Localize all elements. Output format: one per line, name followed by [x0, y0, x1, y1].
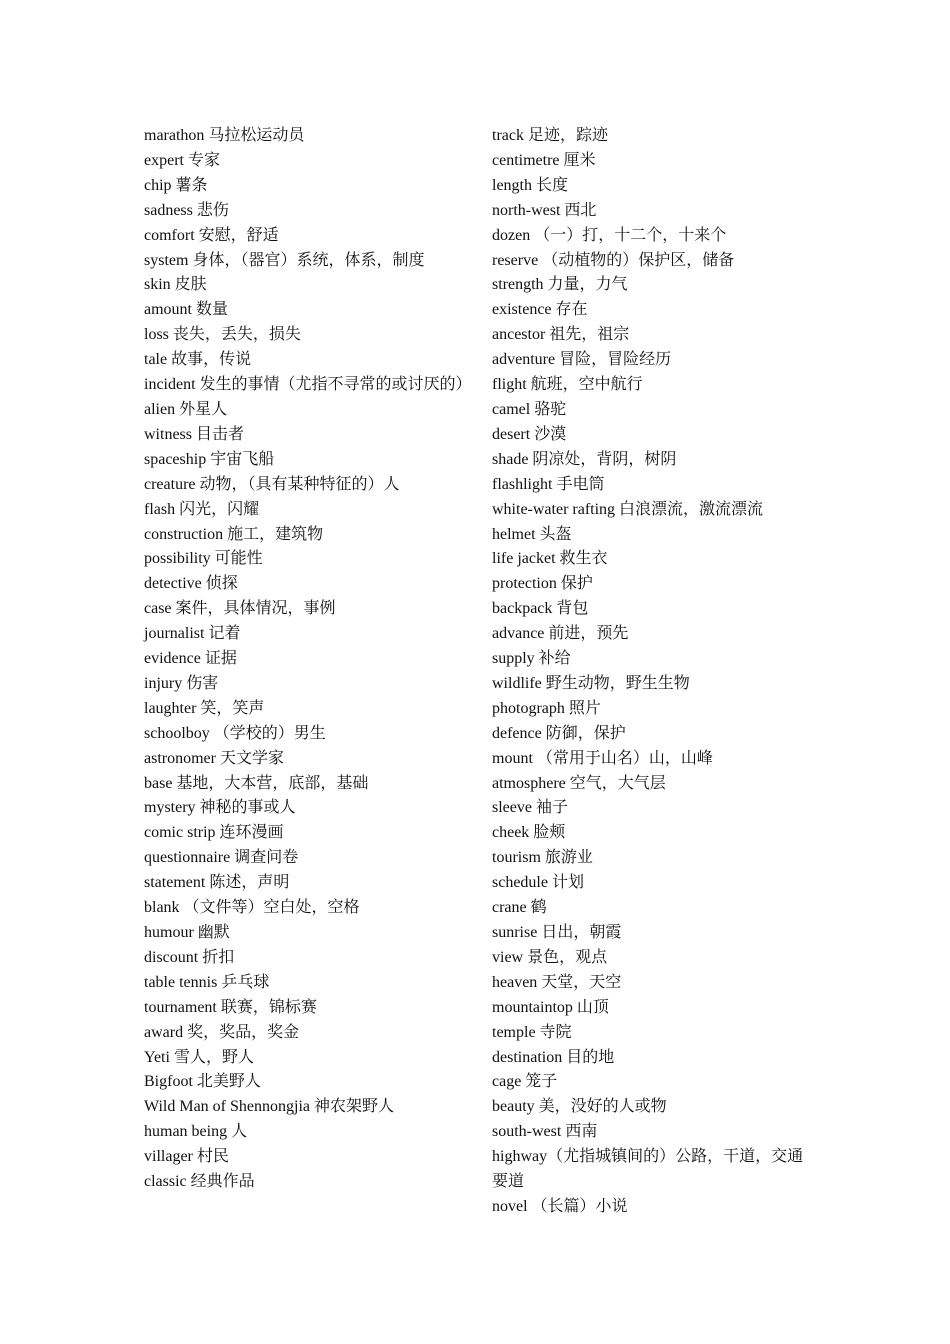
vocab-entry: questionnaire 调查问卷	[144, 849, 299, 867]
vocab-entry: Yeti 雪人，野人	[144, 1048, 254, 1066]
vocab-entry: laughter 笑，笑声	[144, 699, 265, 717]
vocab-entry: track 足迹，踪迹	[492, 127, 608, 144]
vocab-entry: crane 鹤	[492, 899, 547, 917]
vocab-entry: flash 闪光，闪耀	[144, 500, 260, 518]
vocab-entry: award 奖，奖品，奖金	[144, 1023, 300, 1041]
vocab-entry: sadness 悲伤	[144, 201, 229, 219]
vocab-entry: view 景色，观点	[492, 948, 608, 966]
vocab-entry: north-west 西北	[492, 201, 597, 219]
vocab-entry: system 身体，（器官）系统，体系，制度	[144, 251, 425, 269]
vocab-entry: life jacket 救生衣	[492, 550, 608, 568]
vocabulary-list-right	[492, 124, 814, 1220]
vocab-entry: amount 数量	[144, 301, 228, 319]
vocab-entry: dozen （一）打，十二个，十来个	[492, 226, 727, 244]
vocab-entry: existence 存在	[492, 301, 588, 319]
vocab-entry: cheek 脸颊	[492, 824, 566, 842]
vocab-entry: wildlife 野生动物，野生生物	[492, 674, 690, 692]
vocab-entry: ancestor 祖先，祖宗	[492, 326, 630, 344]
vocab-entry: flashlight 手电筒	[492, 475, 605, 493]
vocab-entry: backpack 背包	[492, 600, 589, 618]
vocab-entry: white-water rafting 白浪漂流，激流漂流	[492, 500, 764, 518]
vocab-entry: skin 皮肤	[144, 276, 207, 294]
vocab-entry: loss 丧失，丢失，损失	[144, 326, 301, 344]
vocab-entry: Wild Man of Shennongjia 神农架野人	[144, 1098, 395, 1116]
vocab-entry: highway（尤指城镇间的）公路，干道，交通要道	[492, 1148, 804, 1191]
vocab-entry: flight 航班，空中航行	[492, 376, 643, 394]
vocab-entry: adventure 冒险，冒险经历	[492, 351, 672, 369]
vocab-entry: table tennis 乒乓球	[144, 973, 270, 991]
vocab-entry: injury 伤害	[144, 674, 219, 692]
vocab-entry: journalist 记着	[144, 625, 241, 643]
vocab-entry: expert 专家	[144, 151, 220, 169]
vocab-entry: mount （常用于山名）山，山峰	[492, 749, 713, 767]
vocab-entry: comfort 安慰，舒适	[144, 226, 279, 244]
vocab-entry: beauty 美，没好的人或物	[492, 1098, 667, 1116]
vocab-entry: classic 经典作品	[144, 1173, 255, 1191]
vocab-entry: supply 补给	[492, 650, 571, 668]
vocab-entry: construction 施工，建筑物	[144, 525, 324, 543]
vocab-entry: discount 折扣	[144, 948, 235, 966]
vocab-entry: witness 目击者	[144, 425, 245, 443]
vocab-entry: shade 阴凉处，背阴，树阴	[492, 450, 677, 468]
vocab-entry: statement 陈述，声明	[144, 874, 290, 892]
vocab-entry: cage 笼子	[492, 1073, 558, 1091]
vocab-entry: case 案件，具体情况，事例	[144, 600, 336, 618]
vocab-entry: evidence 证据	[144, 650, 237, 668]
vocab-entry: creature 动物，（具有某种特征的）人	[144, 475, 400, 493]
vocabulary-list-left	[144, 124, 472, 1195]
vocab-entry: humour 幽默	[144, 924, 230, 941]
vocab-entry: villager 村民	[144, 1148, 229, 1166]
vocab-entry: novel （长篇）小说	[492, 1197, 628, 1215]
vocab-entry: reserve （动植物的）保护区，储备	[492, 251, 735, 269]
vocab-entry: length 长度	[492, 176, 568, 194]
vocab-entry: possibility 可能性	[144, 550, 263, 568]
vocab-entry: schoolboy （学校的）男生	[144, 724, 326, 742]
vocab-entry: human being 人	[144, 1123, 248, 1141]
vocab-entry: Bigfoot 北美野人	[144, 1073, 261, 1091]
vocab-entry: detective 侦探	[144, 575, 238, 593]
vocab-entry: astronomer 天文学家	[144, 749, 284, 767]
vocab-entry: destination 目的地	[492, 1048, 615, 1066]
vocab-entry: tale 故事，传说	[144, 351, 252, 369]
vocab-entry: base 基地，大本营，底部，基础	[144, 774, 369, 792]
vocab-entry: sleeve 袖子	[492, 799, 568, 817]
vocab-entry: spaceship 宇宙飞船	[144, 450, 275, 468]
vocab-entry: tournament 联赛，锦标赛	[144, 998, 317, 1016]
vocab-entry: strength 力量，力气	[492, 276, 628, 294]
vocab-entry: marathon 马拉松运动员	[144, 127, 305, 144]
vocab-entry: alien 外星人	[144, 400, 228, 418]
vocab-entry: centimetre 厘米	[492, 151, 596, 169]
vocab-entry: mystery 神秘的事或人	[144, 799, 296, 817]
vocab-entry: protection 保护	[492, 575, 593, 593]
vocab-entry: advance 前进，预先	[492, 625, 629, 643]
vocab-entry: desert 沙漠	[492, 425, 567, 443]
vocab-entry: blank （文件等）空白处，空格	[144, 899, 360, 917]
vocab-entry: comic strip 连环漫画	[144, 824, 284, 842]
vocab-entry: helmet 头盔	[492, 525, 572, 543]
vocab-entry: chip 薯条	[144, 176, 208, 194]
vocab-entry: temple 寺院	[492, 1023, 572, 1041]
vocab-entry: schedule 计划	[492, 874, 584, 892]
vocab-entry: heaven 天堂，天空	[492, 973, 622, 991]
vocab-entry: incident 发生的事情（尤指不寻常的或讨厌的）	[144, 376, 472, 394]
vocab-entry: photograph 照片	[492, 699, 601, 717]
vocab-entry: defence 防御，保护	[492, 724, 626, 742]
vocab-entry: mountaintop 山顶	[492, 998, 609, 1016]
vocab-entry: atmosphere 空气，大气层	[492, 774, 666, 792]
vocab-entry: camel 骆驼	[492, 400, 567, 418]
vocab-entry: tourism 旅游业	[492, 849, 593, 867]
vocab-entry: sunrise 日出，朝霞	[492, 924, 622, 941]
vocab-entry: south-west 西南	[492, 1123, 598, 1141]
